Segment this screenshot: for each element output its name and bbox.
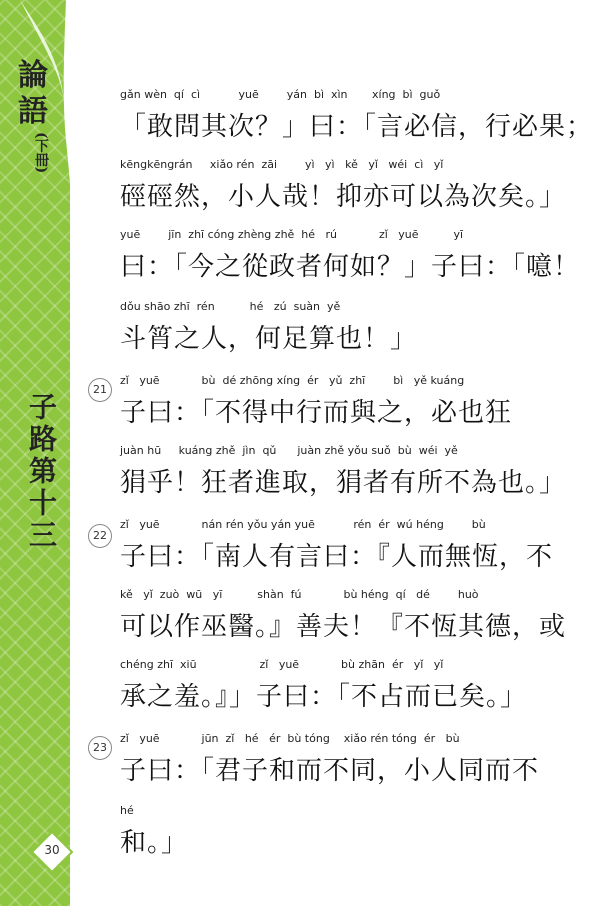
chinese-text: 硜硜然，小人哉！抑亦可以為次矣。」 — [120, 182, 567, 212]
pinyin-line: yuē jīn zhī cóng zhèng zhě hé rú zǐ yuē yī — [120, 228, 464, 241]
chinese-text: 子曰：「南人有言曰：『人而無恆，不 — [120, 542, 554, 572]
pinyin-line: zǐ yuē nán rén yǒu yán yuē rén ér wú héng bù — [120, 518, 486, 531]
pinyin-line: chéng zhī xiū zǐ yuē bù zhān ér yǐ yǐ — [120, 658, 444, 671]
chinese-text: 斗筲之人，何足算也！」 — [120, 324, 418, 354]
chinese-text: 可以作巫醫。』善夫！『不恆其德，或 — [120, 612, 567, 642]
pinyin-line: juàn hū kuáng zhě jìn qǔ juàn zhě yǒu suǒ bù wéi yě — [120, 444, 458, 457]
text-line — [120, 518, 560, 588]
text-line — [120, 158, 567, 228]
chinese-text: 子曰：「不得中行而與之，必也狂 — [120, 398, 513, 428]
pinyin-line: kēngkēngrán xiǎo rén zāi yì yì kě yǐ wéi cì yǐ — [120, 158, 444, 171]
text-line — [120, 228, 581, 298]
text-line — [120, 732, 560, 802]
passage-number: 23 — [88, 736, 112, 760]
text-line — [120, 588, 567, 658]
pinyin-line: gǎn wèn qí cì yuē yán bì xìn xíng bì guǒ — [120, 88, 441, 101]
text-line — [120, 658, 560, 728]
pinyin-line: hé — [120, 804, 134, 817]
chinese-text: 和。」 — [120, 828, 189, 858]
chinese-text: 「敢問其次？」曰：「言必信，行必果； — [120, 112, 594, 142]
chinese-text: 承之羞。』」子曰：「不占而已矣。」 — [120, 682, 528, 712]
text-line — [120, 374, 560, 444]
pinyin-line: zǐ yuē bù dé zhōng xíng ér yǔ zhī bì yě kuáng — [120, 374, 465, 387]
text-line — [120, 300, 560, 370]
page-number: 30 — [44, 843, 60, 857]
book-title: 論語 — [18, 58, 48, 129]
chapter-title: 子路第十三 — [25, 392, 58, 552]
text-line — [120, 444, 567, 514]
passage-number: 21 — [88, 378, 112, 402]
pinyin-line: dǒu shāo zhī rén hé zú suàn yě — [120, 300, 341, 313]
chinese-text: 子曰：「君子和而不同，小人同而不 — [120, 756, 540, 786]
text-line — [120, 88, 594, 158]
passage-number: 22 — [88, 524, 112, 548]
volume-label: (下冊) — [33, 132, 49, 174]
text-line — [120, 804, 560, 874]
pinyin-line: zǐ yuē jūn zǐ hé ér bù tóng xiǎo rén tóng ér bù — [120, 732, 460, 745]
pinyin-line: kě yǐ zuò wū yī shàn fú bù héng qí dé huò — [120, 588, 479, 601]
chinese-text: 狷乎！狂者進取，狷者有所不為也。」 — [120, 468, 567, 498]
chinese-text: 曰：「今之從政者何如？」子曰：「噫！ — [120, 252, 581, 282]
